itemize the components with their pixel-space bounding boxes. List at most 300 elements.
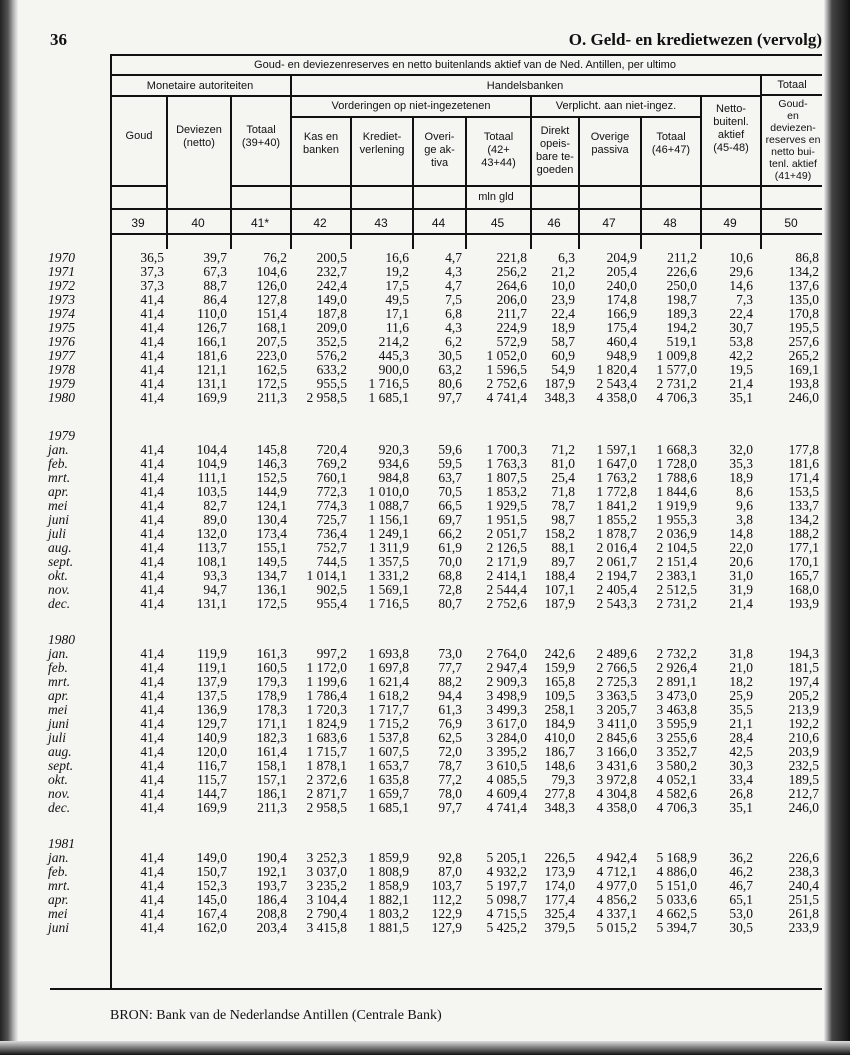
table-cell: 41,4 <box>140 376 164 391</box>
table-cell: 325,4 <box>544 906 575 921</box>
table-cell: 41,4 <box>140 292 164 307</box>
table-cell: 1 618,2 <box>368 688 409 703</box>
table-cell: 35,1 <box>729 390 753 405</box>
table-cell: 2 845,6 <box>596 730 637 745</box>
table-row <box>0 703 850 717</box>
table-cell: 207,5 <box>256 334 287 349</box>
col-number: 45 <box>490 216 505 230</box>
table-cell: 948,9 <box>606 348 637 363</box>
table-cell: 4 582,6 <box>656 786 697 801</box>
table-cell: 68,8 <box>438 568 462 583</box>
table-cell: 955,4 <box>316 596 347 611</box>
table-cell: 221,8 <box>496 250 527 265</box>
table-cell: 1 199,6 <box>306 674 347 689</box>
table-cell: 124,1 <box>256 498 287 513</box>
table-cell: 2 725,3 <box>596 674 637 689</box>
table-cell: 1 955,3 <box>656 512 697 527</box>
table-row <box>0 675 850 689</box>
table-cell: 224,9 <box>496 320 527 335</box>
table-row <box>0 689 850 703</box>
table-cell: 261,8 <box>788 906 819 921</box>
table-cell: 4 052,1 <box>656 772 697 787</box>
table-cell: 39,7 <box>203 250 227 265</box>
table-cell: 1 172,0 <box>306 660 347 675</box>
table-cell: 4 358,0 <box>596 800 637 815</box>
table-cell: 134,2 <box>788 512 819 527</box>
table-cell: 158,2 <box>544 526 575 541</box>
table-cell: 3 431,6 <box>596 758 637 773</box>
table-row <box>0 457 850 471</box>
table-cell: 3 104,4 <box>306 892 347 907</box>
table-cell: 104,9 <box>196 456 227 471</box>
table-cell: 186,4 <box>256 892 287 907</box>
col-number: 47 <box>602 216 616 230</box>
col-number: 48 <box>663 216 677 230</box>
row-label: okt. <box>48 568 68 583</box>
table-cell: 145,8 <box>256 442 287 457</box>
table-cell: 211,2 <box>667 250 697 265</box>
table-cell: 137,6 <box>788 278 819 293</box>
table-cell: 246,0 <box>788 390 819 405</box>
table-cell: 1 820,4 <box>596 362 637 377</box>
row-label: apr. <box>48 688 69 703</box>
table-cell: 934,6 <box>378 456 409 471</box>
table-row <box>0 443 850 457</box>
table-cell: 5 425,2 <box>486 920 527 935</box>
table-cell: 5 197,7 <box>486 878 527 893</box>
row-label: 1980 <box>48 390 75 405</box>
table-cell: 258,1 <box>544 702 575 717</box>
table-cell: 4 085,5 <box>486 772 527 787</box>
table-cell: 130,4 <box>256 512 287 527</box>
table-cell: 129,7 <box>196 716 227 731</box>
table-cell: 2 383,1 <box>656 568 697 583</box>
table-cell: 193,9 <box>788 596 819 611</box>
table-cell: 4 337,1 <box>596 906 637 921</box>
table-cell: 41,4 <box>140 568 164 583</box>
table-cell: 67,3 <box>203 264 227 279</box>
row-label: juni <box>48 920 70 935</box>
table-cell: 1 808,9 <box>368 864 409 879</box>
table-cell: 3 580,2 <box>656 758 697 773</box>
table-cell: 148,6 <box>544 758 575 773</box>
table-cell: 1 700,3 <box>486 442 527 457</box>
unit-label: mln gld <box>478 191 514 203</box>
table-cell: 2 790,4 <box>306 906 347 921</box>
table-cell: 181,6 <box>788 456 819 471</box>
table-cell: 46,7 <box>729 878 753 893</box>
table-cell: 1 621,4 <box>368 674 409 689</box>
table-cell: 41,4 <box>140 906 164 921</box>
table-cell: 2 036,9 <box>656 526 697 541</box>
table-cell: 166,1 <box>196 334 227 349</box>
table-cell: 7,5 <box>445 292 462 307</box>
table-cell: 1 881,5 <box>368 920 409 935</box>
table-cell: 98,7 <box>551 512 575 527</box>
table-cell: 107,1 <box>544 582 575 597</box>
table-row <box>0 541 850 555</box>
table-cell: 137,9 <box>196 674 227 689</box>
table-cell: 168,0 <box>788 582 819 597</box>
table-cell: 900,0 <box>378 362 409 377</box>
table-cell: 53,8 <box>729 334 753 349</box>
table-cell: 1 596,5 <box>486 362 527 377</box>
table-cell: 250,0 <box>666 278 697 293</box>
table-cell: 3 395,2 <box>486 744 527 759</box>
table-cell: 132,0 <box>196 526 227 541</box>
table-cell: 212,7 <box>788 786 819 801</box>
table-cell: 257,6 <box>788 334 819 349</box>
table-cell: 2 405,4 <box>596 582 637 597</box>
table-cell: 111,1 <box>197 470 227 485</box>
page-number: 36 <box>50 30 67 49</box>
table-cell: 1 855,2 <box>596 512 637 527</box>
table-cell: 1 720,3 <box>306 702 347 717</box>
table-cell: 3 473,0 <box>656 688 697 703</box>
table-cell: 92,8 <box>438 850 462 865</box>
table-cell: 78,7 <box>438 758 462 773</box>
table-cell: 2 752,6 <box>486 596 527 611</box>
table-cell: 182,3 <box>256 730 287 745</box>
table-cell: 6,2 <box>445 334 462 349</box>
table-cell: 1 858,9 <box>368 878 409 893</box>
table-cell: 80,7 <box>438 596 462 611</box>
table-cell: 2 731,2 <box>656 596 697 611</box>
table-cell: 2 909,3 <box>486 674 527 689</box>
col-netto-header: Netto- buitenl. aktief (45-48) <box>713 103 749 154</box>
table-cell: 41,4 <box>140 878 164 893</box>
table-cell: 89,0 <box>203 512 227 527</box>
row-label: aug. <box>48 540 72 555</box>
table-cell: 1 156,1 <box>368 512 409 527</box>
col-totaal45-header: Totaal (42+ 43+44) <box>481 131 516 169</box>
table-cell: 165,8 <box>544 674 575 689</box>
table-cell: 171,1 <box>256 716 287 731</box>
table-cell: 66,2 <box>438 526 462 541</box>
table-cell: 17,5 <box>385 278 409 293</box>
group-verplicht: Verplicht. aan niet-ingez. <box>555 100 677 112</box>
table-cell: 134,2 <box>788 264 819 279</box>
table-cell: 256,2 <box>496 264 527 279</box>
table-cell: 209,0 <box>316 320 347 335</box>
table-cell: 3 284,0 <box>486 730 527 745</box>
table-cell: 4,7 <box>445 250 462 265</box>
table-cell: 80,6 <box>438 376 462 391</box>
table-cell: 178,9 <box>256 688 287 703</box>
table-cell: 37,3 <box>140 278 164 293</box>
table-row <box>0 279 850 293</box>
table-cell: 4 662,5 <box>656 906 697 921</box>
table-cell: 3 498,9 <box>486 688 527 703</box>
row-label: apr. <box>48 892 69 907</box>
table-cell: 19,5 <box>729 362 753 377</box>
table-cell: 1 763,2 <box>596 470 637 485</box>
table-cell: 997,2 <box>316 646 347 661</box>
table-cell: 63,2 <box>438 362 462 377</box>
col-number: 43 <box>374 216 388 230</box>
table-row <box>0 583 850 597</box>
table-cell: 63,7 <box>438 470 462 485</box>
table-cell: 1 693,8 <box>368 646 409 661</box>
table-cell: 1 653,7 <box>368 758 409 773</box>
table-cell: 725,7 <box>316 512 347 527</box>
table-cell: 1 311,9 <box>369 540 409 555</box>
table-cell: 161,4 <box>256 744 287 759</box>
table-cell: 72,0 <box>438 744 462 759</box>
table-cell: 3 255,6 <box>656 730 697 745</box>
page-title: O. Geld- en kredietwezen (vervolg) <box>568 30 822 49</box>
table-cell: 122,9 <box>431 906 462 921</box>
table-cell: 1 577,0 <box>656 362 697 377</box>
table-cell: 2 061,7 <box>596 554 637 569</box>
table-cell: 206,0 <box>496 292 527 307</box>
group-totaal: Totaal <box>777 79 807 91</box>
table-cell: 205,4 <box>606 264 637 279</box>
table-cell: 187,9 <box>544 376 575 391</box>
table-cell: 240,0 <box>606 278 637 293</box>
table-cell: 131,1 <box>196 596 227 611</box>
table-cell: 41,4 <box>140 800 164 815</box>
row-label: mei <box>48 906 68 921</box>
table-cell: 1 803,2 <box>368 906 409 921</box>
table-cell: 184,9 <box>544 716 575 731</box>
table-row <box>0 661 850 675</box>
table-cell: 22,0 <box>729 540 753 555</box>
row-label: 1970 <box>48 250 75 265</box>
table-cell: 633,2 <box>316 362 347 377</box>
table-cell: 171,4 <box>788 470 819 485</box>
table-cell: 109,5 <box>544 688 575 703</box>
table-cell: 277,8 <box>544 786 575 801</box>
table-cell: 169,9 <box>196 800 227 815</box>
table-cell: 1 685,1 <box>368 390 409 405</box>
row-label: mei <box>48 702 68 717</box>
table-cell: 166,9 <box>606 306 637 321</box>
table-cell: 211,3 <box>257 800 287 815</box>
table-cell: 177,4 <box>544 892 575 907</box>
table-cell: 136,1 <box>256 582 287 597</box>
table-row <box>0 471 850 485</box>
table-cell: 2 752,6 <box>486 376 527 391</box>
table-cell: 10,0 <box>551 278 575 293</box>
row-label: 1973 <box>48 292 75 307</box>
col-number: 49 <box>723 216 737 230</box>
table-cell: 151,4 <box>256 306 287 321</box>
table-cell: 181,6 <box>196 348 227 363</box>
table-cell: 21,4 <box>729 596 753 611</box>
table-row <box>0 597 850 611</box>
table-cell: 131,1 <box>196 376 227 391</box>
table-cell: 87,0 <box>438 864 462 879</box>
table-cell: 41,4 <box>140 702 164 717</box>
table-cell: 2 016,4 <box>596 540 637 555</box>
table-row <box>0 307 850 321</box>
table-cell: 4 706,3 <box>656 800 697 815</box>
table-cell: 186,7 <box>544 744 575 759</box>
row-label: juli <box>48 730 67 745</box>
table-cell: 41,4 <box>140 596 164 611</box>
table-cell: 135,0 <box>788 292 819 307</box>
table-cell: 720,4 <box>316 442 347 457</box>
year-heading: 1980 <box>48 632 75 647</box>
table-cell: 112,2 <box>432 892 462 907</box>
row-label: mrt. <box>48 470 71 485</box>
table-cell: 77,7 <box>438 660 462 675</box>
table-cell: 772,3 <box>316 484 347 499</box>
table-cell: 21,2 <box>551 264 575 279</box>
table-cell: 21,0 <box>729 660 753 675</box>
table-cell: 25,4 <box>551 470 575 485</box>
table-cell: 5 098,7 <box>486 892 527 907</box>
table-cell: 211,3 <box>257 390 287 405</box>
table-cell: 79,3 <box>551 772 575 787</box>
table-cell: 137,5 <box>196 688 227 703</box>
table-cell: 41,4 <box>140 850 164 865</box>
table-cell: 168,1 <box>256 320 287 335</box>
table-cell: 1 010,0 <box>368 484 409 499</box>
table-cell: 149,0 <box>316 292 347 307</box>
table-cell: 4 942,4 <box>596 850 637 865</box>
table-cell: 213,9 <box>788 702 819 717</box>
table-cell: 30,7 <box>729 320 753 335</box>
row-label: feb. <box>48 864 68 879</box>
table-cell: 103,5 <box>196 484 227 499</box>
table-cell: 251,5 <box>788 892 819 907</box>
table-cell: 162,5 <box>256 362 287 377</box>
group-handelsbanken: Handelsbanken <box>486 80 564 92</box>
table-row <box>0 879 850 893</box>
table-cell: 576,2 <box>316 348 347 363</box>
col-totaal48-header: Totaal (46+47) <box>651 131 691 156</box>
table-cell: 41,4 <box>140 320 164 335</box>
table-cell: 30,5 <box>438 348 462 363</box>
table-cell: 4 856,2 <box>596 892 637 907</box>
table-cell: 3 363,5 <box>596 688 637 703</box>
col-deviezen-header: Deviezen (netto) <box>176 124 222 149</box>
table-cell: 1 569,1 <box>368 582 409 597</box>
table-cell: 41,4 <box>140 306 164 321</box>
table-row <box>0 555 850 569</box>
table-cell: 30,5 <box>729 920 753 935</box>
table-cell: 3,8 <box>736 512 753 527</box>
table-row <box>0 907 850 921</box>
table-cell: 1 717,7 <box>368 702 409 717</box>
table-cell: 2 958,5 <box>306 390 347 405</box>
table-cell: 41,4 <box>140 362 164 377</box>
row-label: mei <box>48 498 68 513</box>
table-row <box>0 569 850 583</box>
table-row <box>0 513 850 527</box>
table-cell: 41,4 <box>140 772 164 787</box>
table-cell: 3 166,0 <box>596 744 637 759</box>
row-label: 1979 <box>48 376 75 391</box>
table-cell: 77,2 <box>438 772 462 787</box>
table-cell: 115,7 <box>197 772 227 787</box>
table-cell: 1 715,7 <box>306 744 347 759</box>
table-cell: 41,4 <box>140 512 164 527</box>
table-cell: 3 411,0 <box>597 716 637 731</box>
table-cell: 159,9 <box>544 660 575 675</box>
table-cell: 175,4 <box>606 320 637 335</box>
table-cell: 18,9 <box>729 470 753 485</box>
table-cell: 214,2 <box>378 334 409 349</box>
row-label: jan. <box>48 850 69 865</box>
table-cell: 42,5 <box>729 744 753 759</box>
table-cell: 119,1 <box>197 660 227 675</box>
table-cell: 5 168,9 <box>656 850 697 865</box>
table-cell: 86,4 <box>203 292 227 307</box>
table-row <box>0 363 850 377</box>
table-cell: 169,1 <box>788 362 819 377</box>
table-cell: 94,7 <box>203 582 227 597</box>
table-cell: 1 647,0 <box>596 456 637 471</box>
table-cell: 1 716,5 <box>368 596 409 611</box>
col-direkt-header: Direkt opeis- bare te- goeden <box>536 125 574 176</box>
table-row <box>0 321 850 335</box>
table-cell: 1 537,8 <box>368 730 409 745</box>
table-cell: 4 741,4 <box>486 800 527 815</box>
table-cell: 193,8 <box>788 376 819 391</box>
table-cell: 572,9 <box>496 334 527 349</box>
table-cell: 410,0 <box>544 730 575 745</box>
table-cell: 2 171,9 <box>486 554 527 569</box>
table-row <box>0 391 850 405</box>
table-cell: 233,9 <box>788 920 819 935</box>
table-cell: 16,6 <box>385 250 409 265</box>
table-cell: 29,6 <box>729 264 753 279</box>
row-label: dec. <box>48 596 71 611</box>
table-row <box>0 335 850 349</box>
table-cell: 78,7 <box>551 498 575 513</box>
table-cell: 88,7 <box>203 278 227 293</box>
table-cell: 28,4 <box>729 730 753 745</box>
table-cell: 88,1 <box>551 540 575 555</box>
table-cell: 119,9 <box>197 646 227 661</box>
table-cell: 226,5 <box>544 850 575 865</box>
table-row <box>0 851 850 865</box>
table-cell: 9,6 <box>736 498 753 513</box>
table-cell: 348,3 <box>544 390 575 405</box>
table-cell: 94,4 <box>438 688 462 703</box>
table-cell: 41,4 <box>140 348 164 363</box>
col-kas-header: Kas en banken <box>302 131 340 156</box>
table-cell: 31,9 <box>729 582 753 597</box>
table-cell: 187,9 <box>544 596 575 611</box>
table-cell: 3 463,8 <box>656 702 697 717</box>
table-cell: 752,7 <box>316 540 347 555</box>
table-cell: 197,4 <box>788 674 819 689</box>
table-cell: 178,3 <box>256 702 287 717</box>
table-cell: 41,4 <box>140 484 164 499</box>
table-cell: 3 595,9 <box>656 716 697 731</box>
table-cell: 188,4 <box>544 568 575 583</box>
table-cell: 760,1 <box>316 470 347 485</box>
table-cell: 2 194,7 <box>596 568 637 583</box>
table-cell: 194,3 <box>788 646 819 661</box>
table-cell: 1 052,0 <box>486 348 527 363</box>
col-goud-deviezen-header: Goud- en deviezen- reserves en netto bui- tenl. aktief (41+49) <box>765 98 821 182</box>
table-cell: 72,8 <box>438 582 462 597</box>
col-number: 50 <box>784 216 798 230</box>
table-cell: 41,4 <box>140 582 164 597</box>
table-cell: 226,6 <box>666 264 697 279</box>
table-row <box>0 787 850 801</box>
table-cell: 3 205,7 <box>596 702 637 717</box>
table-cell: 2 104,5 <box>656 540 697 555</box>
table-cell: 2 926,4 <box>656 660 697 675</box>
table-cell: 134,7 <box>256 568 287 583</box>
col-goud-header: Goud <box>125 130 153 142</box>
